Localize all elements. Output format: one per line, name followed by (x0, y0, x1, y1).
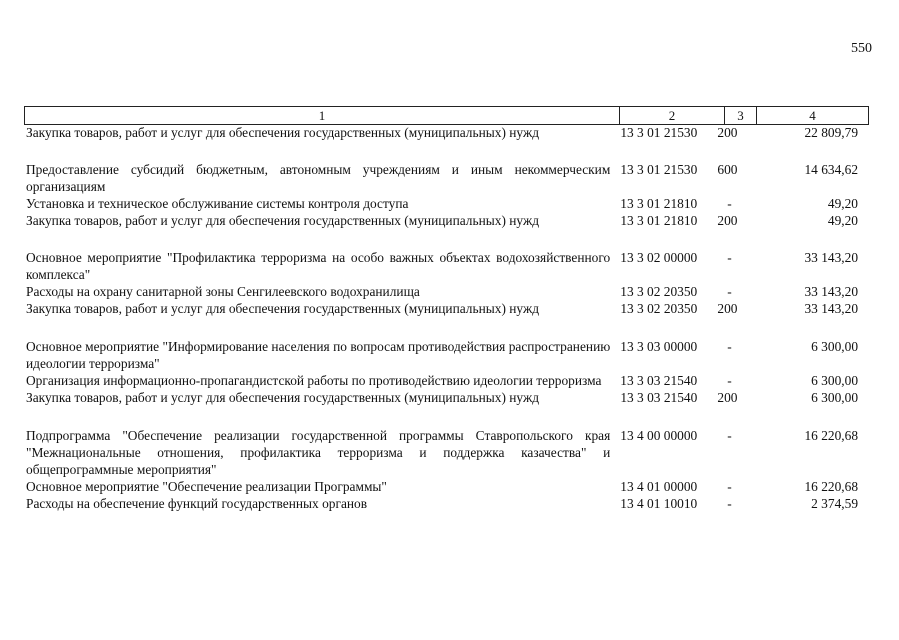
row-sum: 6 300,00 (811, 339, 859, 354)
row-sum: 2 374,59 (811, 496, 859, 511)
row-code: 13 4 01 00000 (620, 479, 698, 494)
row-expense-type: - (727, 196, 732, 211)
row-name: Основное мероприятие "Обеспечение реализации Программы" (26, 479, 387, 494)
table-row (24, 283, 866, 300)
row-sum: 33 143,20 (804, 250, 859, 265)
row-code: 13 3 02 00000 (620, 250, 698, 265)
row-expense-type: 200 (717, 301, 738, 316)
row-sum: 33 143,20 (804, 284, 859, 299)
row-code: 13 3 02 20350 (620, 284, 698, 299)
row-sum: 6 300,00 (811, 390, 859, 405)
row-code: 13 3 03 21540 (620, 390, 698, 405)
row-name: Закупка товаров, работ и услуг для обеспечения государственных (муниципальных) нужд (26, 125, 540, 140)
row-expense-type: - (727, 339, 732, 354)
row-code: 13 4 00 00000 (620, 428, 698, 443)
row-name: Закупка товаров, работ и услуг для обеспечения государственных (муниципальных) нужд (26, 213, 540, 228)
table-row (24, 249, 866, 283)
row-sum: 6 300,00 (811, 373, 859, 388)
row-name: Организация информационно-пропагандистской работы по противодействию идеологии терроризма (26, 373, 602, 388)
row-expense-type: - (727, 284, 732, 299)
table-header (24, 106, 869, 125)
row-expense-type: 200 (717, 125, 738, 140)
row-name: Предоставление субсидий бюджетным, автономным учреждениям и иным некоммерческим организациям (26, 162, 611, 194)
table-row (24, 212, 866, 229)
table-row (24, 195, 866, 212)
row-expense-type: - (727, 250, 732, 265)
row-sum: 16 220,68 (804, 428, 859, 443)
row-code: 13 3 03 21540 (620, 373, 698, 388)
table-row (24, 124, 866, 141)
table-row (24, 300, 866, 317)
page-number: 550 (851, 41, 872, 56)
row-name: Закупка товаров, работ и услуг для обеспечения государственных (муниципальных) нужд (26, 301, 540, 316)
row-name: Основное мероприятие "Информирование населения по вопросам противодействия распространению идеологии терроризма" (26, 339, 611, 371)
table-row (24, 495, 866, 512)
row-name: Основное мероприятие "Профилактика терроризма на особо важных объектах водохозяйственного комплекса" (26, 250, 611, 282)
table-row (24, 389, 866, 406)
row-code: 13 3 01 21530 (620, 125, 698, 140)
row-expense-type: - (727, 479, 732, 494)
row-name: Подпрограмма "Обеспечение реализации государственной программы Ставропольского края "Межнациональные отношения, профилактика терроризма и поддержка казачества" и общепрограммные мероприятия" (26, 428, 611, 477)
row-sum: 49,20 (827, 196, 859, 211)
header-col-3: 3 (725, 107, 757, 125)
table-row (24, 372, 866, 389)
row-expense-type: - (727, 428, 732, 443)
header-col-2: 2 (620, 107, 725, 125)
header-col-4: 4 (757, 107, 869, 125)
row-code: 13 3 01 21530 (620, 162, 698, 177)
table-row (24, 478, 866, 495)
row-name: Расходы на обеспечение функций государственных органов (26, 496, 368, 511)
row-code: 13 3 01 21810 (620, 196, 698, 211)
table-row (24, 338, 866, 372)
row-expense-type: - (727, 496, 732, 511)
row-code: 13 4 01 10010 (620, 496, 698, 511)
row-sum: 22 809,79 (804, 125, 859, 140)
row-sum: 14 634,62 (804, 162, 859, 177)
row-expense-type: 600 (717, 162, 738, 177)
header-col-1: 1 (25, 107, 620, 125)
row-name: Расходы на охрану санитарной зоны Сенгилеевского водохранилища (26, 284, 420, 299)
budget-table-body (24, 124, 866, 512)
row-code: 13 3 03 00000 (620, 339, 698, 354)
row-name: Установка и техническое обслуживание системы контроля доступа (26, 196, 409, 211)
row-expense-type: - (727, 373, 732, 388)
row-expense-type: 200 (717, 213, 738, 228)
row-code: 13 3 01 21810 (620, 213, 698, 228)
table-row (24, 427, 866, 478)
row-code: 13 3 02 20350 (620, 301, 698, 316)
table-row (24, 161, 866, 195)
row-sum: 16 220,68 (804, 479, 859, 494)
row-sum: 49,20 (827, 213, 859, 228)
row-name: Закупка товаров, работ и услуг для обеспечения государственных (муниципальных) нужд (26, 390, 540, 405)
row-sum: 33 143,20 (804, 301, 859, 316)
row-expense-type: 200 (717, 390, 738, 405)
